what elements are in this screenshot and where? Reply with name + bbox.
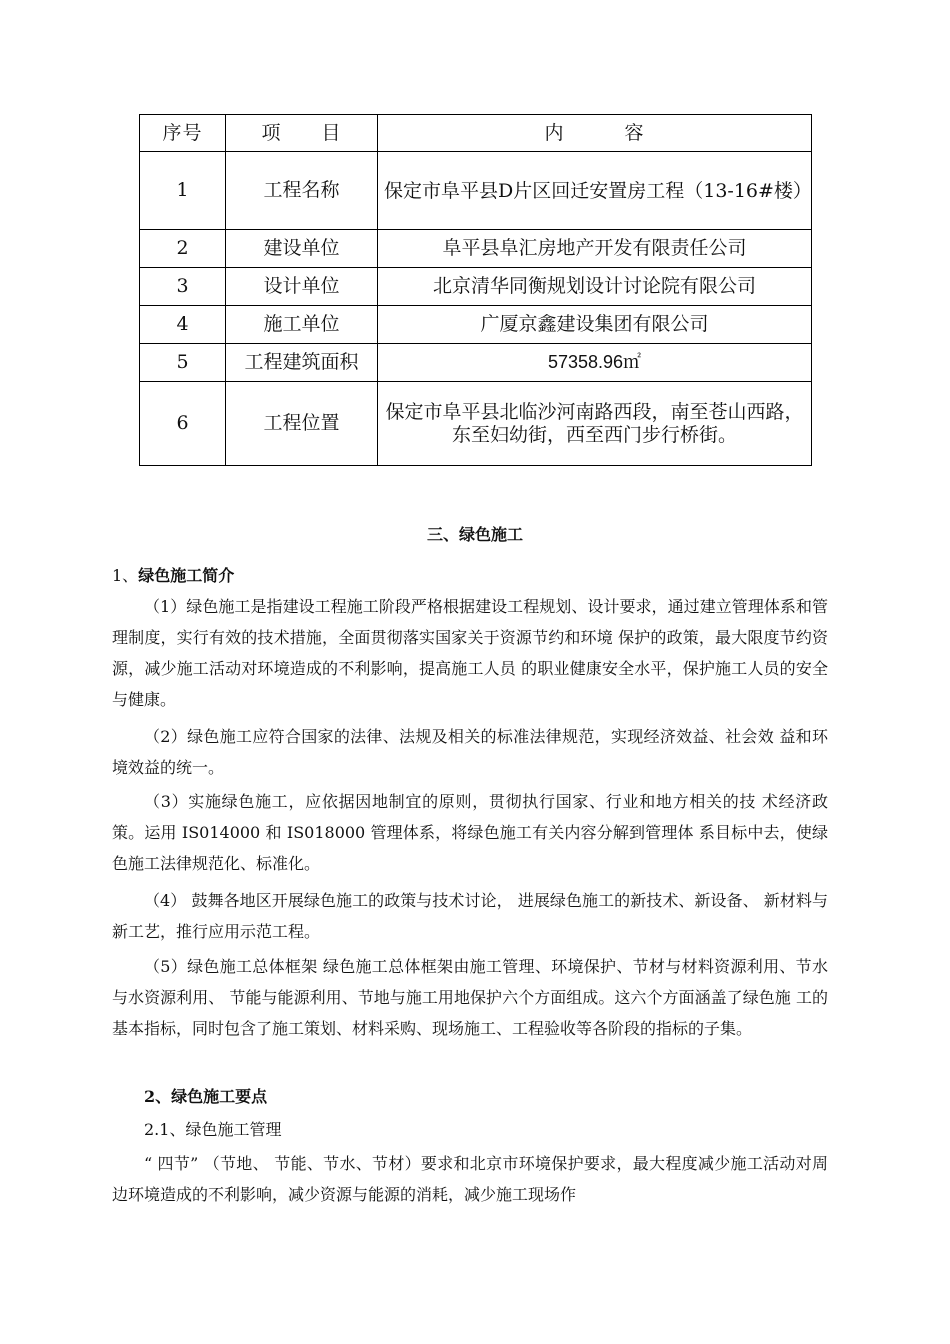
cell-content: 57358.96㎡: [378, 344, 812, 382]
cell-content: 保定市阜平县D片区回迁安置房工程（13-16#楼）: [378, 152, 812, 230]
table-row: [140, 382, 812, 466]
heading-2: 2、绿色施工要点: [144, 1087, 268, 1106]
cell-item: 工程名称: [226, 152, 378, 230]
table-row: [140, 344, 812, 382]
table-row: [140, 306, 812, 344]
cell-item: 施工单位: [226, 306, 378, 344]
heading-2-1: 2.1、绿色施工管理: [144, 1120, 282, 1139]
cell-content: 北京清华同衡规划设计讨论院有限公司: [378, 268, 812, 306]
paragraph-4: （4） 鼓舞各地区开展绿色施工的政策与技术讨论， 进展绿色施工的新技术、新设备、 新材料与新工艺，推行应用示范工程。: [112, 891, 828, 941]
paragraph-3: （3）实施绿色施工，应依据因地制宜的原则，贯彻执行国家、行业和地方相关的技 术经济政策。运用 IS014000 和 IS018000 管理体系，将绿色施工有关内容分解到管理体 系目标中去，使绿色施工法律规范化、标准化。: [112, 792, 828, 873]
project-info-table: [139, 114, 812, 466]
paragraph-6: “ 四节” （节地、 节能、节水、节材）要求和北京市环境保护要求，最大程度减少施工活动对周边环境造成的不利影响，减少资源与能源的消耗，减少施工现场作: [112, 1154, 828, 1204]
section-title: 三、绿色施工: [426, 525, 523, 544]
heading-1-text: 绿色施工简介: [138, 566, 235, 585]
table-row: [140, 268, 812, 306]
cell-no: 1: [140, 152, 226, 230]
cell-item: 工程建筑面积: [226, 344, 378, 382]
cell-content: 保定市阜平县北临沙河南路西段，南至苍山西路，东至妇幼街，西至西门步行桥街。: [378, 382, 812, 466]
header-no: 序号: [140, 115, 226, 152]
cell-no: 2: [140, 230, 226, 268]
cell-no: 5: [140, 344, 226, 382]
paragraph-1: （1）绿色施工是指建设工程施工阶段严格根据建设工程规划、设计要求，通过建立管理体系和管理制度，实行有效的技术措施，全面贯彻落实国家关于资源节约和环境 保护的政策，最大限度节约资源，减少施工活动对环境造成的不利影响，提高施工人员 的职业健康安全水平，保护施工人员的安全与健康。: [112, 597, 828, 709]
heading-1-number: 1、: [112, 566, 139, 585]
header-item: 项 目: [226, 115, 378, 152]
table-header-row: [140, 115, 812, 152]
table-row: [140, 230, 812, 268]
cell-item: 设计单位: [226, 268, 378, 306]
cell-item: 工程位置: [226, 382, 378, 466]
cell-no: 3: [140, 268, 226, 306]
cell-no: 4: [140, 306, 226, 344]
heading-1: [112, 560, 828, 591]
paragraph-5: （5）绿色施工总体框架 绿色施工总体框架由施工管理、环境保护、节材与材料资源利用、节水与水资源利用、 节能与能源利用、节地与施工用地保护六个方面组成。这六个方面涵盖了绿色施 工的基本指标，同时包含了施工策划、材料采购、现场施工、工程验收等各阶段的指标的子集。: [112, 957, 828, 1038]
header-content: 内 容: [378, 115, 812, 152]
cell-content: 广厦京鑫建设集团有限公司: [378, 306, 812, 344]
table-row: [140, 152, 812, 230]
cell-no: 6: [140, 382, 226, 466]
cell-content: 阜平县阜汇房地产开发有限责任公司: [378, 230, 812, 268]
paragraph-2: （2）绿色施工应符合国家的法律、法规及相关的标准法律规范，实现经济效益、社会效 益和环境效益的统一。: [112, 727, 828, 777]
cell-item: 建设单位: [226, 230, 378, 268]
